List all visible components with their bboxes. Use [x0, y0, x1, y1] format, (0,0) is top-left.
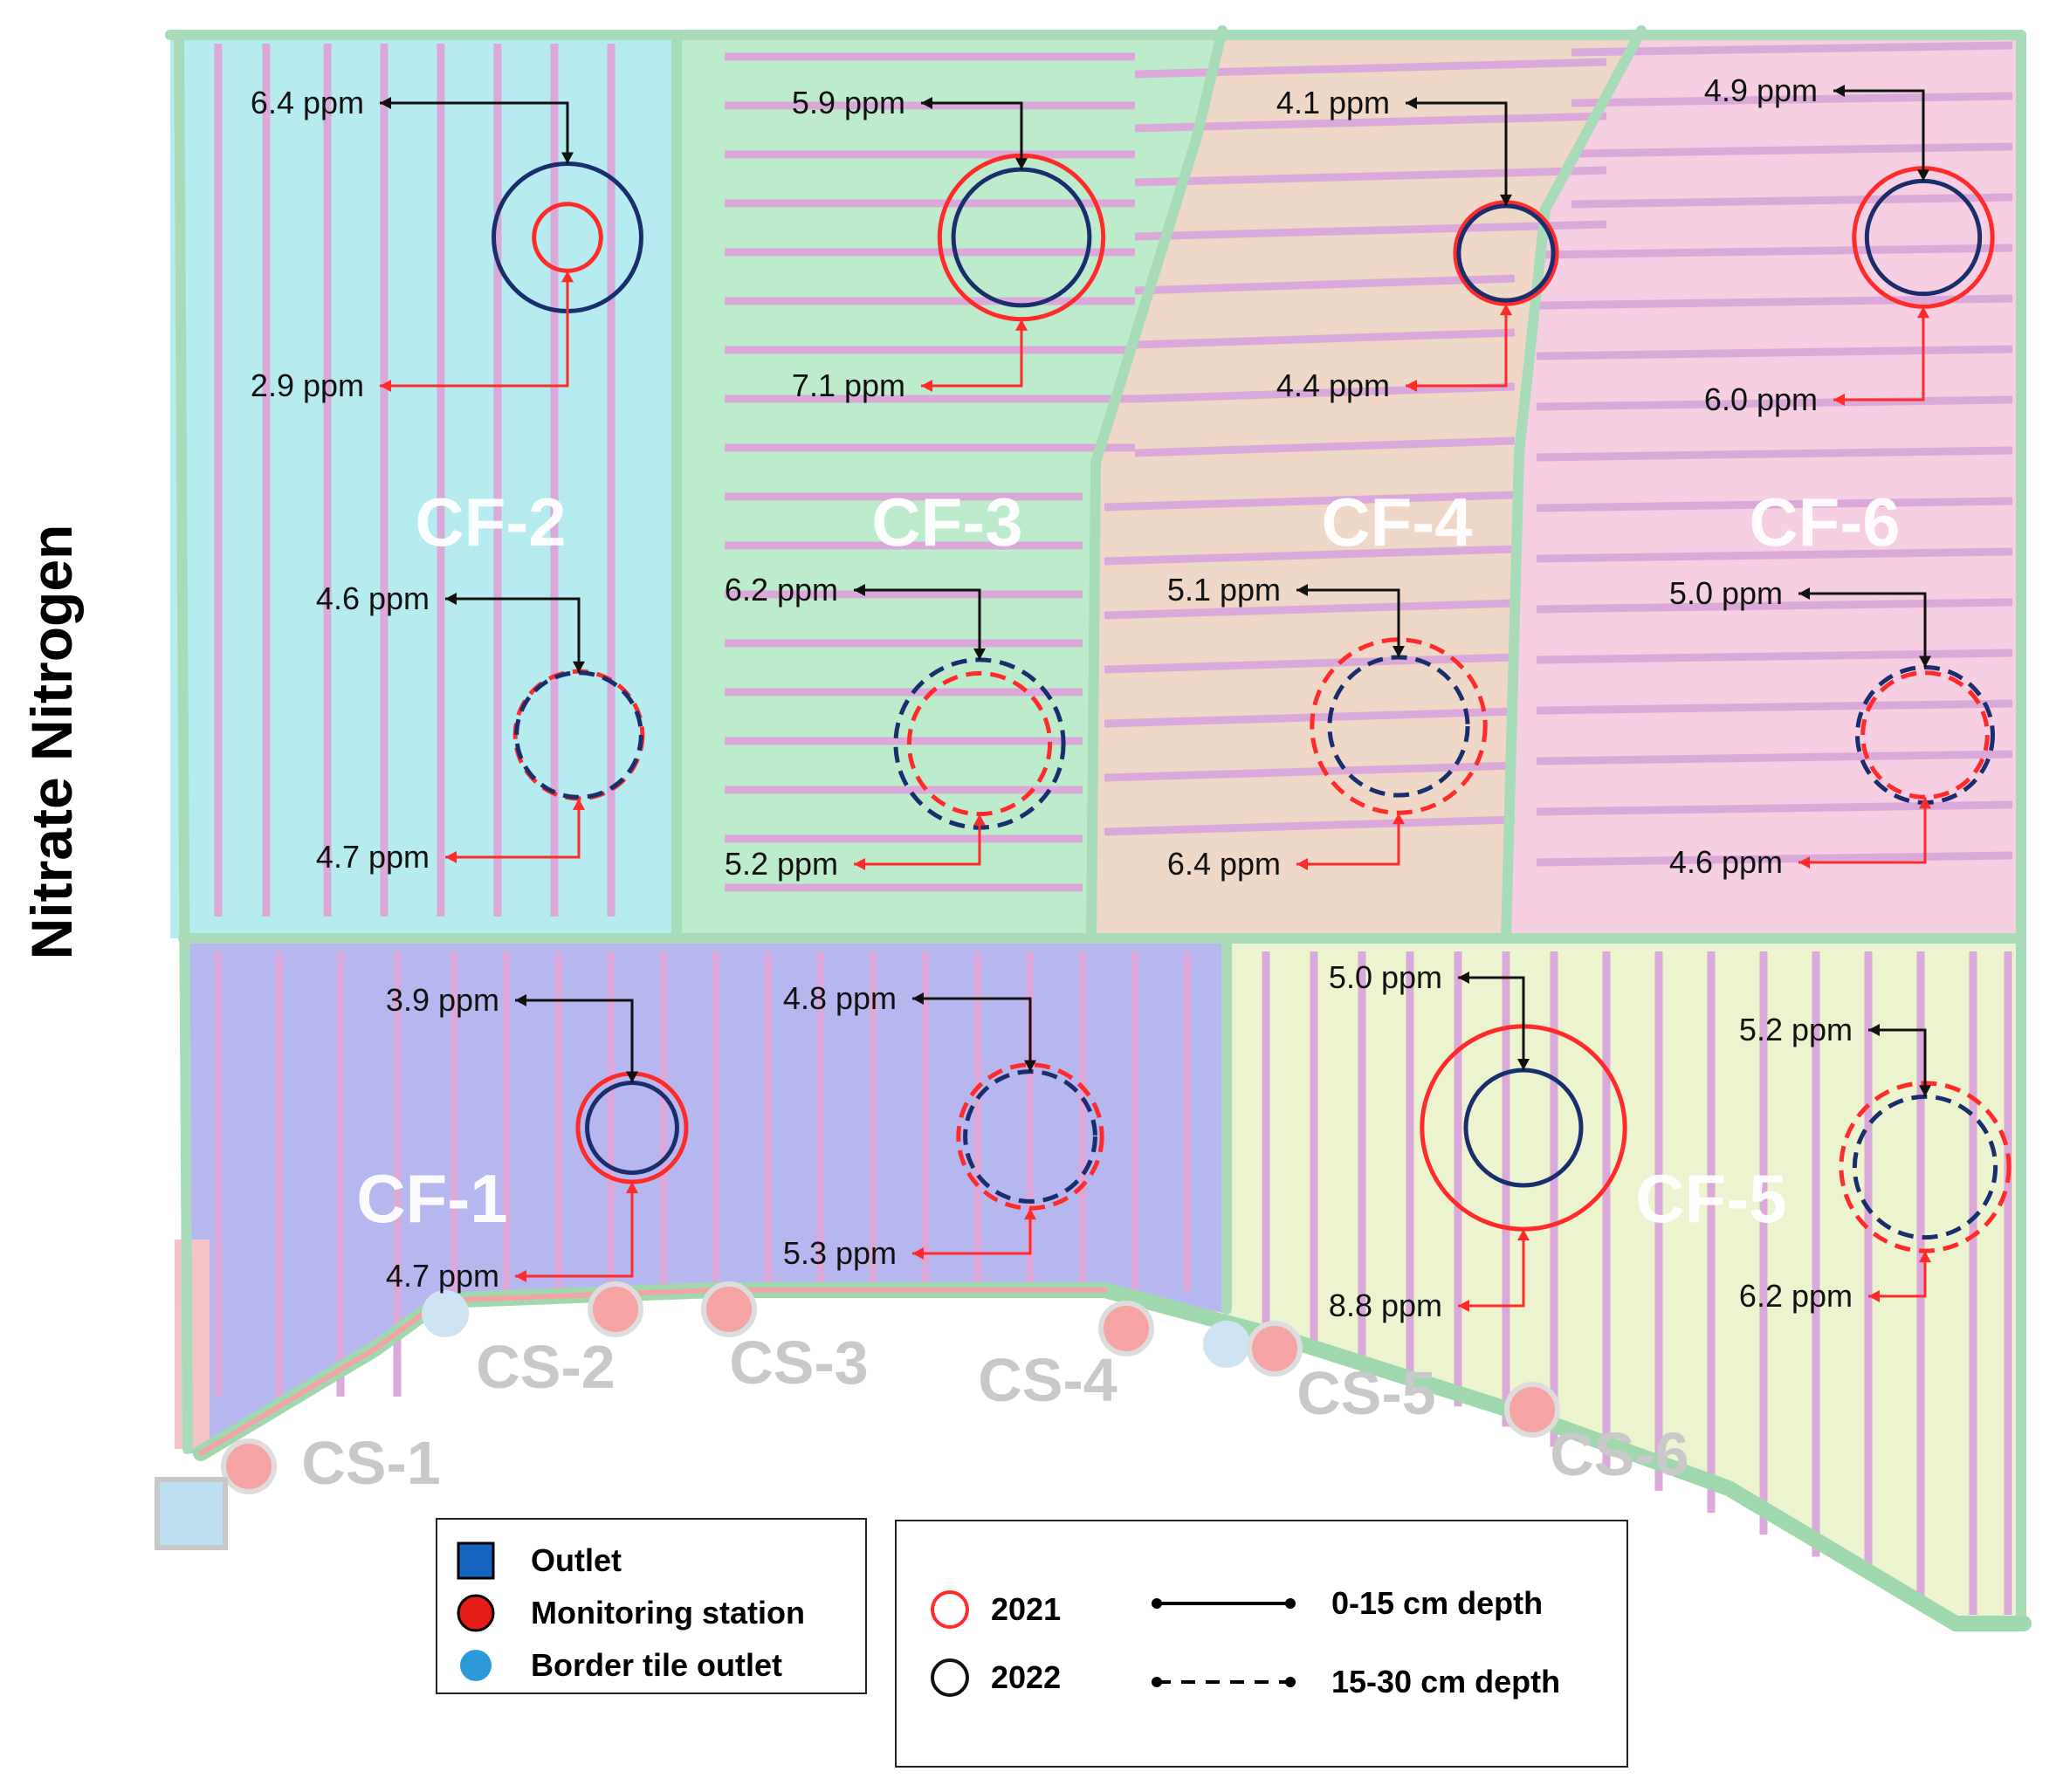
symbol-legend	[437, 1519, 866, 1693]
border-tile-outlet-marker	[422, 1290, 469, 1337]
outlet-legend-label: Outlet	[531, 1542, 622, 1578]
legend-shallow-label: 0-15 cm depth	[1331, 1585, 1544, 1621]
station-marker-cs-2	[590, 1284, 641, 1335]
station-label-cs-5: CS-5	[1296, 1359, 1436, 1427]
value-2021-label: 4.7 ppm	[385, 1258, 499, 1294]
field-label-cf-2: CF-2	[415, 484, 567, 560]
legend-deep-label: 15-30 cm depth	[1331, 1664, 1561, 1699]
field-label-cf-4: CF-4	[1321, 484, 1473, 560]
value-2022-label: 5.0 ppm	[1328, 959, 1442, 995]
border-outlet-legend-icon	[460, 1650, 492, 1681]
station-marker-cs-1	[223, 1441, 274, 1492]
field-label-cf-6: CF-6	[1749, 484, 1901, 560]
value-2022-label: 3.9 ppm	[385, 982, 499, 1018]
value-2022-label: 5.2 ppm	[1738, 1012, 1853, 1047]
value-2021-label: 4.6 ppm	[1668, 844, 1783, 880]
value-2021-label: 8.8 ppm	[1328, 1287, 1442, 1323]
legend-dashed-end	[1152, 1677, 1162, 1687]
value-2022-label: 4.1 ppm	[1276, 85, 1390, 120]
station-label-cs-2: CS-2	[476, 1333, 615, 1401]
legend-2021-label: 2021	[991, 1591, 1062, 1627]
value-2021-label: 7.1 ppm	[791, 367, 905, 403]
value-2022-label: 5.1 ppm	[1166, 572, 1281, 608]
value-2021-label: 5.2 ppm	[724, 846, 838, 882]
legend-dashed-end	[1285, 1677, 1296, 1687]
value-2022-label: 4.8 ppm	[782, 980, 897, 1016]
station-label-cs-6: CS-6	[1550, 1420, 1689, 1488]
value-2021-label: 2.9 ppm	[250, 367, 364, 403]
value-2021-label: 4.7 ppm	[315, 839, 430, 875]
value-2022-label: 4.6 ppm	[315, 580, 430, 616]
value-2021-label: 6.0 ppm	[1703, 381, 1818, 417]
field-label-cf-5: CF-5	[1635, 1160, 1787, 1237]
value-2022-label: 5.9 ppm	[791, 85, 905, 120]
legend-2022-label: 2022	[991, 1659, 1062, 1695]
outlet-marker	[157, 1480, 225, 1548]
station-legend-label: Monitoring station	[531, 1595, 805, 1631]
outlet-legend-icon	[458, 1543, 493, 1578]
legend-solid-end	[1285, 1598, 1296, 1609]
value-2022-label: 4.9 ppm	[1703, 72, 1818, 108]
value-2022-label: 6.2 ppm	[724, 572, 838, 608]
year-depth-legend-box	[896, 1521, 1627, 1767]
station-legend-icon	[458, 1596, 493, 1631]
year-depth-legend	[896, 1521, 1627, 1767]
value-2021-label: 5.3 ppm	[782, 1235, 897, 1271]
legend-solid-end	[1152, 1598, 1162, 1609]
station-marker-cs-5	[1249, 1323, 1300, 1374]
value-2021-label: 6.4 ppm	[1166, 846, 1281, 882]
map-title: Nitrate Nitrogen	[19, 524, 84, 960]
value-2021-label: 4.4 ppm	[1276, 367, 1390, 403]
border-outlet-legend-label: Border tile outlet	[531, 1647, 783, 1683]
field-label-cf-3: CF-3	[871, 484, 1023, 560]
border-tile-outlet-marker	[1203, 1321, 1250, 1368]
field-label-cf-1: CF-1	[356, 1160, 508, 1237]
station-label-cs-1: CS-1	[301, 1429, 441, 1497]
station-label-cs-3: CS-3	[729, 1329, 869, 1397]
value-2022-label: 6.4 ppm	[250, 85, 364, 120]
value-2022-label: 5.0 ppm	[1668, 575, 1783, 611]
station-marker-cs-3	[704, 1284, 754, 1335]
value-2021-label: 6.2 ppm	[1738, 1278, 1853, 1314]
station-label-cs-4: CS-4	[978, 1346, 1117, 1414]
